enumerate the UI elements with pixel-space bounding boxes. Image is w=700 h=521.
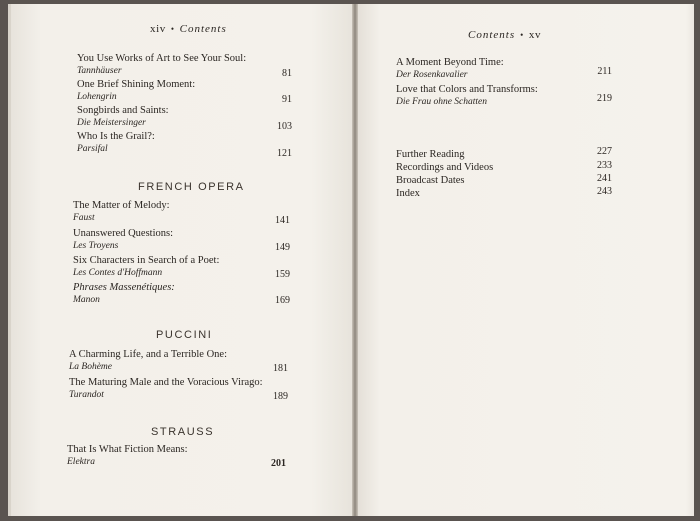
section-heading-french-opera: FRENCH OPERA (138, 181, 245, 193)
toc-entry (69, 349, 227, 373)
right-page-header (468, 29, 541, 41)
toc-entry (69, 377, 263, 401)
page-number: 241 (597, 173, 612, 184)
page-number: 149 (275, 242, 290, 253)
page-number: 81 (282, 68, 292, 79)
back-matter-item: Broadcast Dates (396, 175, 465, 186)
opera-title: Die Meistersinger (77, 118, 146, 128)
opera-title: Manon (73, 295, 100, 305)
toc-entry (77, 79, 195, 103)
chapter-title: A Charming Life, and a Terrible One: (69, 349, 227, 360)
page-number: 121 (277, 148, 292, 159)
opera-title: Tannhäuser (77, 66, 122, 76)
chapter-title: Who Is the Grail?: (77, 131, 155, 142)
chapter-title: Unanswered Questions: (73, 228, 174, 239)
toc-entry (67, 444, 188, 468)
opera-title: Elektra (67, 457, 95, 467)
page-number: 159 (275, 269, 290, 280)
opera-title: Les Contes d'Hoffmann (73, 268, 163, 278)
toc-entry (77, 53, 246, 77)
back-matter-item: Recordings and Videos (396, 162, 494, 173)
book-gutter (352, 4, 358, 516)
page-number: 211 (597, 66, 612, 77)
chapter-title: Songbirds and Saints: (77, 105, 169, 116)
back-matter-item: Index (396, 188, 420, 199)
toc-entry (73, 200, 170, 224)
opera-title: Turandot (69, 390, 104, 400)
header-title: Contents (468, 29, 516, 41)
header-separator: • (520, 30, 524, 40)
opera-title: Les Troyens (73, 241, 119, 251)
toc-entry (73, 228, 173, 252)
opera-title: Die Frau ohne Schatten (396, 97, 488, 107)
toc-entry (77, 105, 169, 129)
back-matter-item: Further Reading (396, 149, 465, 160)
chapter-title: The Matter of Melody: (73, 200, 170, 211)
left-page-header (150, 23, 227, 35)
chapter-title: Six Characters in Search of a Poet: (73, 255, 220, 266)
opera-title: Parsifal (77, 144, 108, 154)
chapter-title: One Brief Shining Moment: (77, 79, 196, 90)
toc-entry (77, 131, 155, 155)
opera-title: Lohengrin (77, 92, 117, 102)
page-number: 103 (277, 121, 292, 132)
section-heading-strauss: STRAUSS (151, 426, 215, 438)
opera-title: La Bohème (69, 362, 113, 372)
chapter-title: A Moment Beyond Time: (396, 57, 504, 68)
toc-entry (73, 282, 175, 306)
chapter-title: You Use Works of Art to See Your Soul: (77, 53, 247, 64)
chapter-title: Love that Colors and Transforms: (396, 84, 538, 95)
page-number: 189 (273, 391, 288, 402)
page-number: 169 (275, 295, 290, 306)
page-number: 219 (597, 93, 612, 104)
right-page-number: xv (528, 29, 542, 41)
page-number: 141 (275, 215, 290, 226)
page-number: 227 (597, 146, 612, 157)
toc-entry (396, 57, 504, 81)
toc-entry (73, 255, 219, 279)
page-number: 233 (597, 160, 612, 171)
page-number: 91 (282, 94, 292, 105)
section-heading-puccini: PUCCINI (156, 329, 213, 341)
page-number: 201 (271, 458, 286, 469)
opera-title: Faust (73, 213, 95, 223)
header-title: Contents (179, 23, 227, 35)
page-number: 181 (273, 363, 288, 374)
page-number: 243 (597, 186, 612, 197)
chapter-title: That Is What Fiction Means: (67, 444, 188, 455)
toc-entry (396, 84, 538, 108)
chapter-title: Phrases Massenétiques: (73, 282, 175, 293)
header-separator: • (170, 24, 175, 34)
left-page-number: xiv (150, 23, 166, 35)
opera-title: Der Rosenkavalier (396, 70, 468, 80)
chapter-title: The Maturing Male and the Voracious Virago: (69, 377, 263, 388)
